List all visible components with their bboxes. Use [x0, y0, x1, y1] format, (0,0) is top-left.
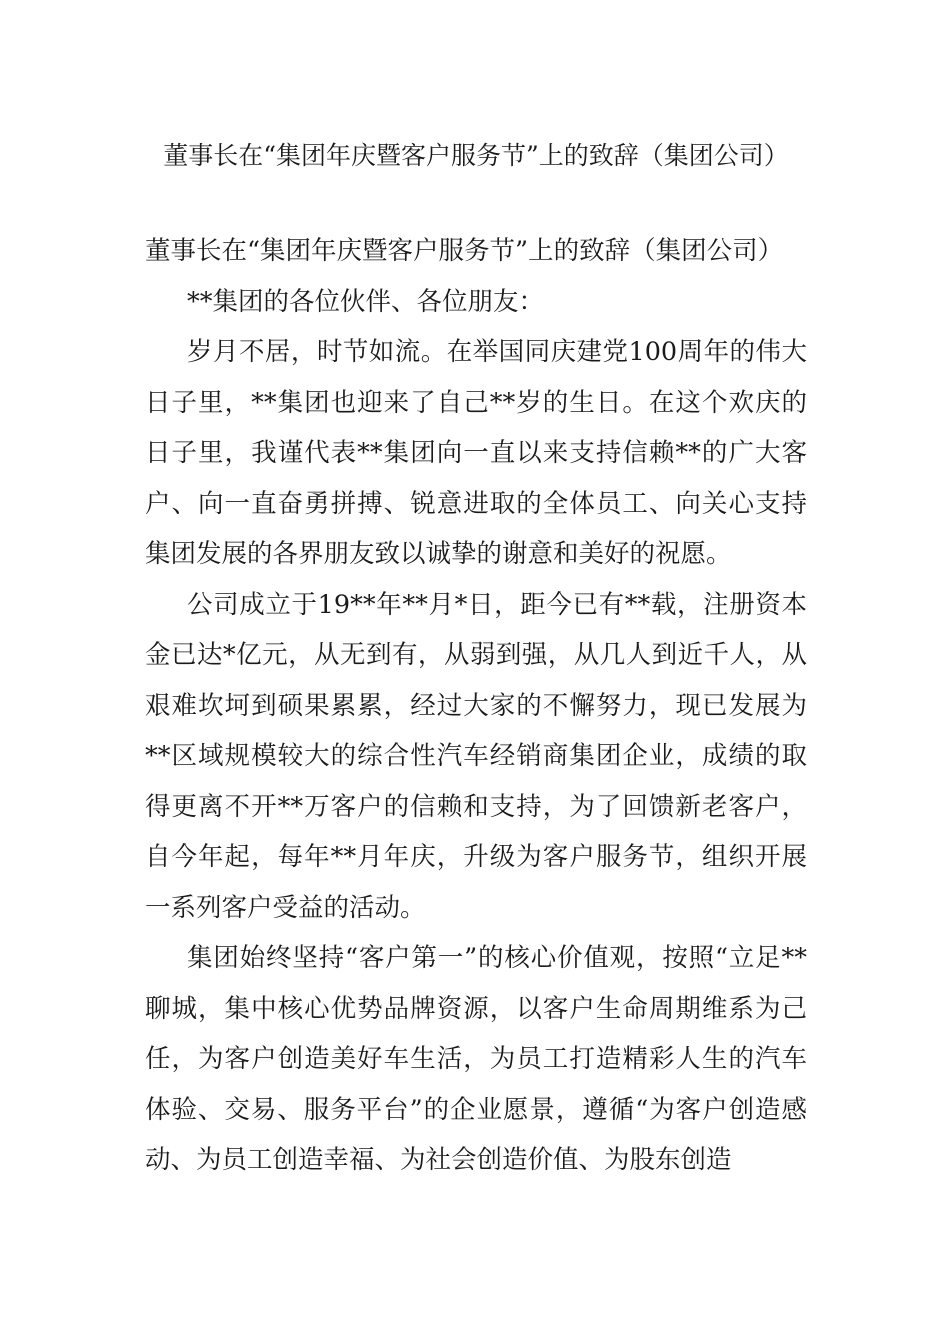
body-paragraph: 公司成立于19**年**月*日，距今已有**载，注册资本金已达*亿元，从无到有，从弱到强，从几人到近千人，从艰难坎坷到硕果累累，经过大家的不懈努力，现已发展为**区域规模较大的综合性汽车经销商集团企业，成绩的取得更离不开**万客户的信赖和支持，为了回馈新老客户，自今年起，每年**月年庆，升级为客户服务节，组织开展一系列客户受益的活动。: [145, 589, 807, 923]
body-paragraph: 集团始终坚持“客户第一”的核心价值观，按照“立足**聊城，集中核心优势品牌资源，以客户生命周期维系为己任，为客户创造美好车生活，为员工打造精彩人生的汽车体验、交易、服务平台”的企业愿景，遵循“为客户创造感动、为员工创造幸福、为社会创造价值、为股东创造: [145, 943, 807, 1175]
repeated-title-paragraph: 董事长在“集团年庆暨客户服务节”上的致辞（集团公司）: [145, 236, 784, 266]
document-title: 董事长在“集团年庆暨客户服务节”上的致辞（集团公司）: [163, 141, 789, 170]
body-paragraph: 岁月不居，时节如流。在举国同庆建党100周年的伟大日子里，**集团也迎来了自己**岁的生日。在这个欢庆的日子里，我谨代表**集团向一直以来支持信赖**的广大客户、向一直奋勇拼搏、锐意进取的全体员工、向关心支持集团发展的各界朋友致以诚挚的谢意和美好的祝愿。: [145, 337, 807, 569]
document-body: [145, 226, 807, 1186]
salutation-paragraph: **集团的各位伙伴、各位朋友：: [187, 286, 545, 317]
